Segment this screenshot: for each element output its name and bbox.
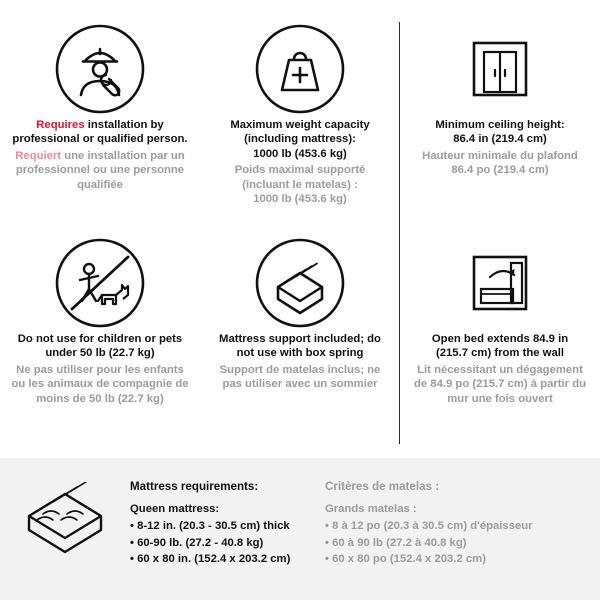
line: Ne pas utiliser pour les enfants xyxy=(16,363,184,376)
feature-text-fr xyxy=(12,149,187,192)
list-item: • 60-90 lb. (27.2 - 40.8 kg) xyxy=(130,536,264,549)
open-bed-clearance-icon xyxy=(454,234,546,332)
line: 86.4 po (219.4 cm) xyxy=(451,164,549,177)
feature-text-en-rest: installation by professional or qualified person. xyxy=(12,119,188,146)
feature-cell-open-bed-clearance xyxy=(400,230,600,444)
feature-text-fr-highlight: Requiert xyxy=(15,149,62,162)
feature-cell-no-children-pets xyxy=(0,230,200,444)
line: Lit nécessitant un dégagement xyxy=(417,363,583,376)
line: Mattress support included; do xyxy=(219,333,381,345)
feature-cell-installation xyxy=(0,16,200,230)
no-children-pets-icon xyxy=(54,234,146,332)
line: Maximum weight capacity xyxy=(230,119,370,131)
feature-text-fr xyxy=(11,363,188,406)
list-item: • 8-12 in. (20.3 - 30.5 cm) thick xyxy=(130,520,290,533)
mattress-requirements-subtitle-fr: Grands matelas : xyxy=(325,503,417,515)
line: 86.4 in (219.4 cm) xyxy=(453,133,547,146)
feature-cell-ceiling-height xyxy=(400,16,600,230)
feature-text-en xyxy=(12,118,187,147)
feature-text-fr xyxy=(219,363,381,392)
ceiling-height-icon xyxy=(454,20,546,118)
feature-text-en xyxy=(414,332,586,361)
feature-text-en xyxy=(230,118,369,161)
list-item: • 60 x 80 in. (152.4 x 203.2 cm) xyxy=(130,553,291,566)
mattress-requirements-title-fr: Critères de matelas : xyxy=(325,480,440,493)
line: not use with box spring xyxy=(236,347,364,360)
mattress-requirements-subtitle-en: Queen mattress: xyxy=(130,503,220,515)
mattress-requirements-band xyxy=(0,458,600,600)
line: (215.7 cm) from the wall xyxy=(435,347,565,360)
feature-text-fr xyxy=(414,363,586,406)
list-item: • 60 à 90 lb (27.2 à 40.8 kg) xyxy=(325,536,467,549)
mattress-requirements-fr xyxy=(325,458,580,568)
feature-text-fr xyxy=(230,163,369,206)
line: mur une fois ouvert xyxy=(447,392,553,405)
mattress-icon xyxy=(0,458,130,554)
line: de 84.9 po (215.7 cm) à partir du xyxy=(413,378,587,391)
feature-cell-weight-capacity xyxy=(200,16,400,230)
line: Do not use for children or pets xyxy=(17,333,183,345)
feature-text-en xyxy=(11,332,188,361)
line: Hauteur minimale du plafond xyxy=(422,149,578,162)
feature-text-en xyxy=(422,118,578,147)
feature-text-en-highlight: Requires xyxy=(36,119,85,131)
line: Open bed extends 84.9 in xyxy=(431,333,569,345)
line: Support de matelas inclus; ne xyxy=(219,363,381,376)
mattress-support-icon xyxy=(254,234,346,332)
feature-text-fr xyxy=(422,149,578,178)
list-item: • 8 à 12 po (20.3 à 30.5 cm) d'épaisseur xyxy=(325,520,533,533)
line: moins de 50 lb (22.7 kg) xyxy=(36,392,164,405)
line: 1000 lb (453.6 kg) xyxy=(253,193,347,206)
list-item: • 60 x 80 po (152.4 x 203.2 cm) xyxy=(325,553,486,566)
feature-grid xyxy=(0,16,600,456)
line: Minimum ceiling height: xyxy=(435,119,565,131)
mattress-requirements-en xyxy=(130,458,325,568)
line: under 50 lb (22.7 kg) xyxy=(45,347,155,360)
line: (including mattress): xyxy=(244,133,356,146)
feature-cell-mattress-support xyxy=(200,230,400,444)
line: Poids maximal supporté xyxy=(234,164,366,177)
line: (incluant le matelas) : xyxy=(242,178,358,191)
installer-worker-icon xyxy=(54,20,146,118)
line: 1000 lb (453.6 kg) xyxy=(253,147,347,160)
line: pas utiliser avec un sommier xyxy=(222,378,378,391)
feature-text-en xyxy=(219,332,381,361)
mattress-requirements-title-en: Mattress requirements: xyxy=(130,480,259,493)
line: ou les animaux de compagnie de xyxy=(11,378,189,391)
feature-text-fr-rest: une installation par un professionnel ou une personne qualifiée xyxy=(15,149,185,191)
weight-capacity-icon xyxy=(254,20,346,118)
